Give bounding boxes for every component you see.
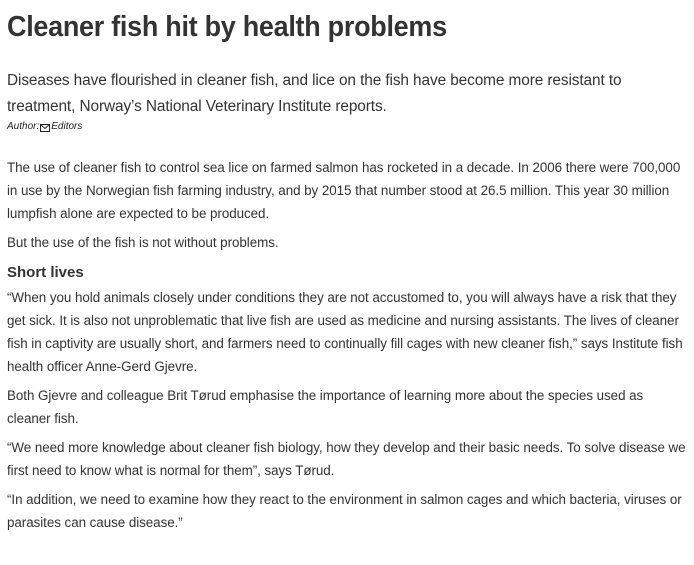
article-title: Cleaner fish hit by health problems: [7, 11, 447, 43]
author-name[interactable]: Editors: [51, 121, 83, 132]
article-body: [7, 156, 687, 534]
envelope-icon[interactable]: [40, 123, 50, 131]
section-heading: Short lives: [7, 264, 84, 281]
body-paragraph: The use of cleaner fish to control sea lice on farmed salmon has rocketed in a decade. In 2006 there were 700,000 in use by the Norwegian fish farming industry, and by 2015 that number stood at 26.5 million. This year 30 million lumpfish alone are expected to be produced.: [7, 160, 681, 221]
body-paragraph: Both Gjevre and colleague Brit Tørud emphasise the importance of learning more about the species used as cleaner fish.: [7, 388, 644, 426]
body-paragraph: But the use of the fish is not without problems.: [7, 235, 279, 250]
body-paragraph: “When you hold animals closely under conditions they are not accustomed to, you will always have a risk that they get sick. It is also not unproblematic that live fish are used as medicine and nursing assistants. The lives of cleaner fish in captivity are usually short, and farmers need to continually fill cages with new cleaner fish,” says Institute fish health officer Anne-Gerd Gjevre.: [7, 290, 683, 374]
body-paragraph: “In addition, we need to examine how they react to the environment in salmon cages and which bacteria, viruses or parasites can cause disease.”: [7, 492, 682, 530]
author-label: Author:: [7, 121, 40, 132]
article-lead: Diseases have flourished in cleaner fish, and lice on the fish have become more resistant to treatment, Norway’s National Veterinary Institute reports.: [7, 72, 622, 115]
author-line: [7, 120, 687, 134]
article: [7, 0, 687, 540]
body-paragraph: “We need more knowledge about cleaner fish biology, how they develop and their basic needs. To solve disease we first need to know what is normal for them”, says Tørud.: [7, 440, 686, 478]
